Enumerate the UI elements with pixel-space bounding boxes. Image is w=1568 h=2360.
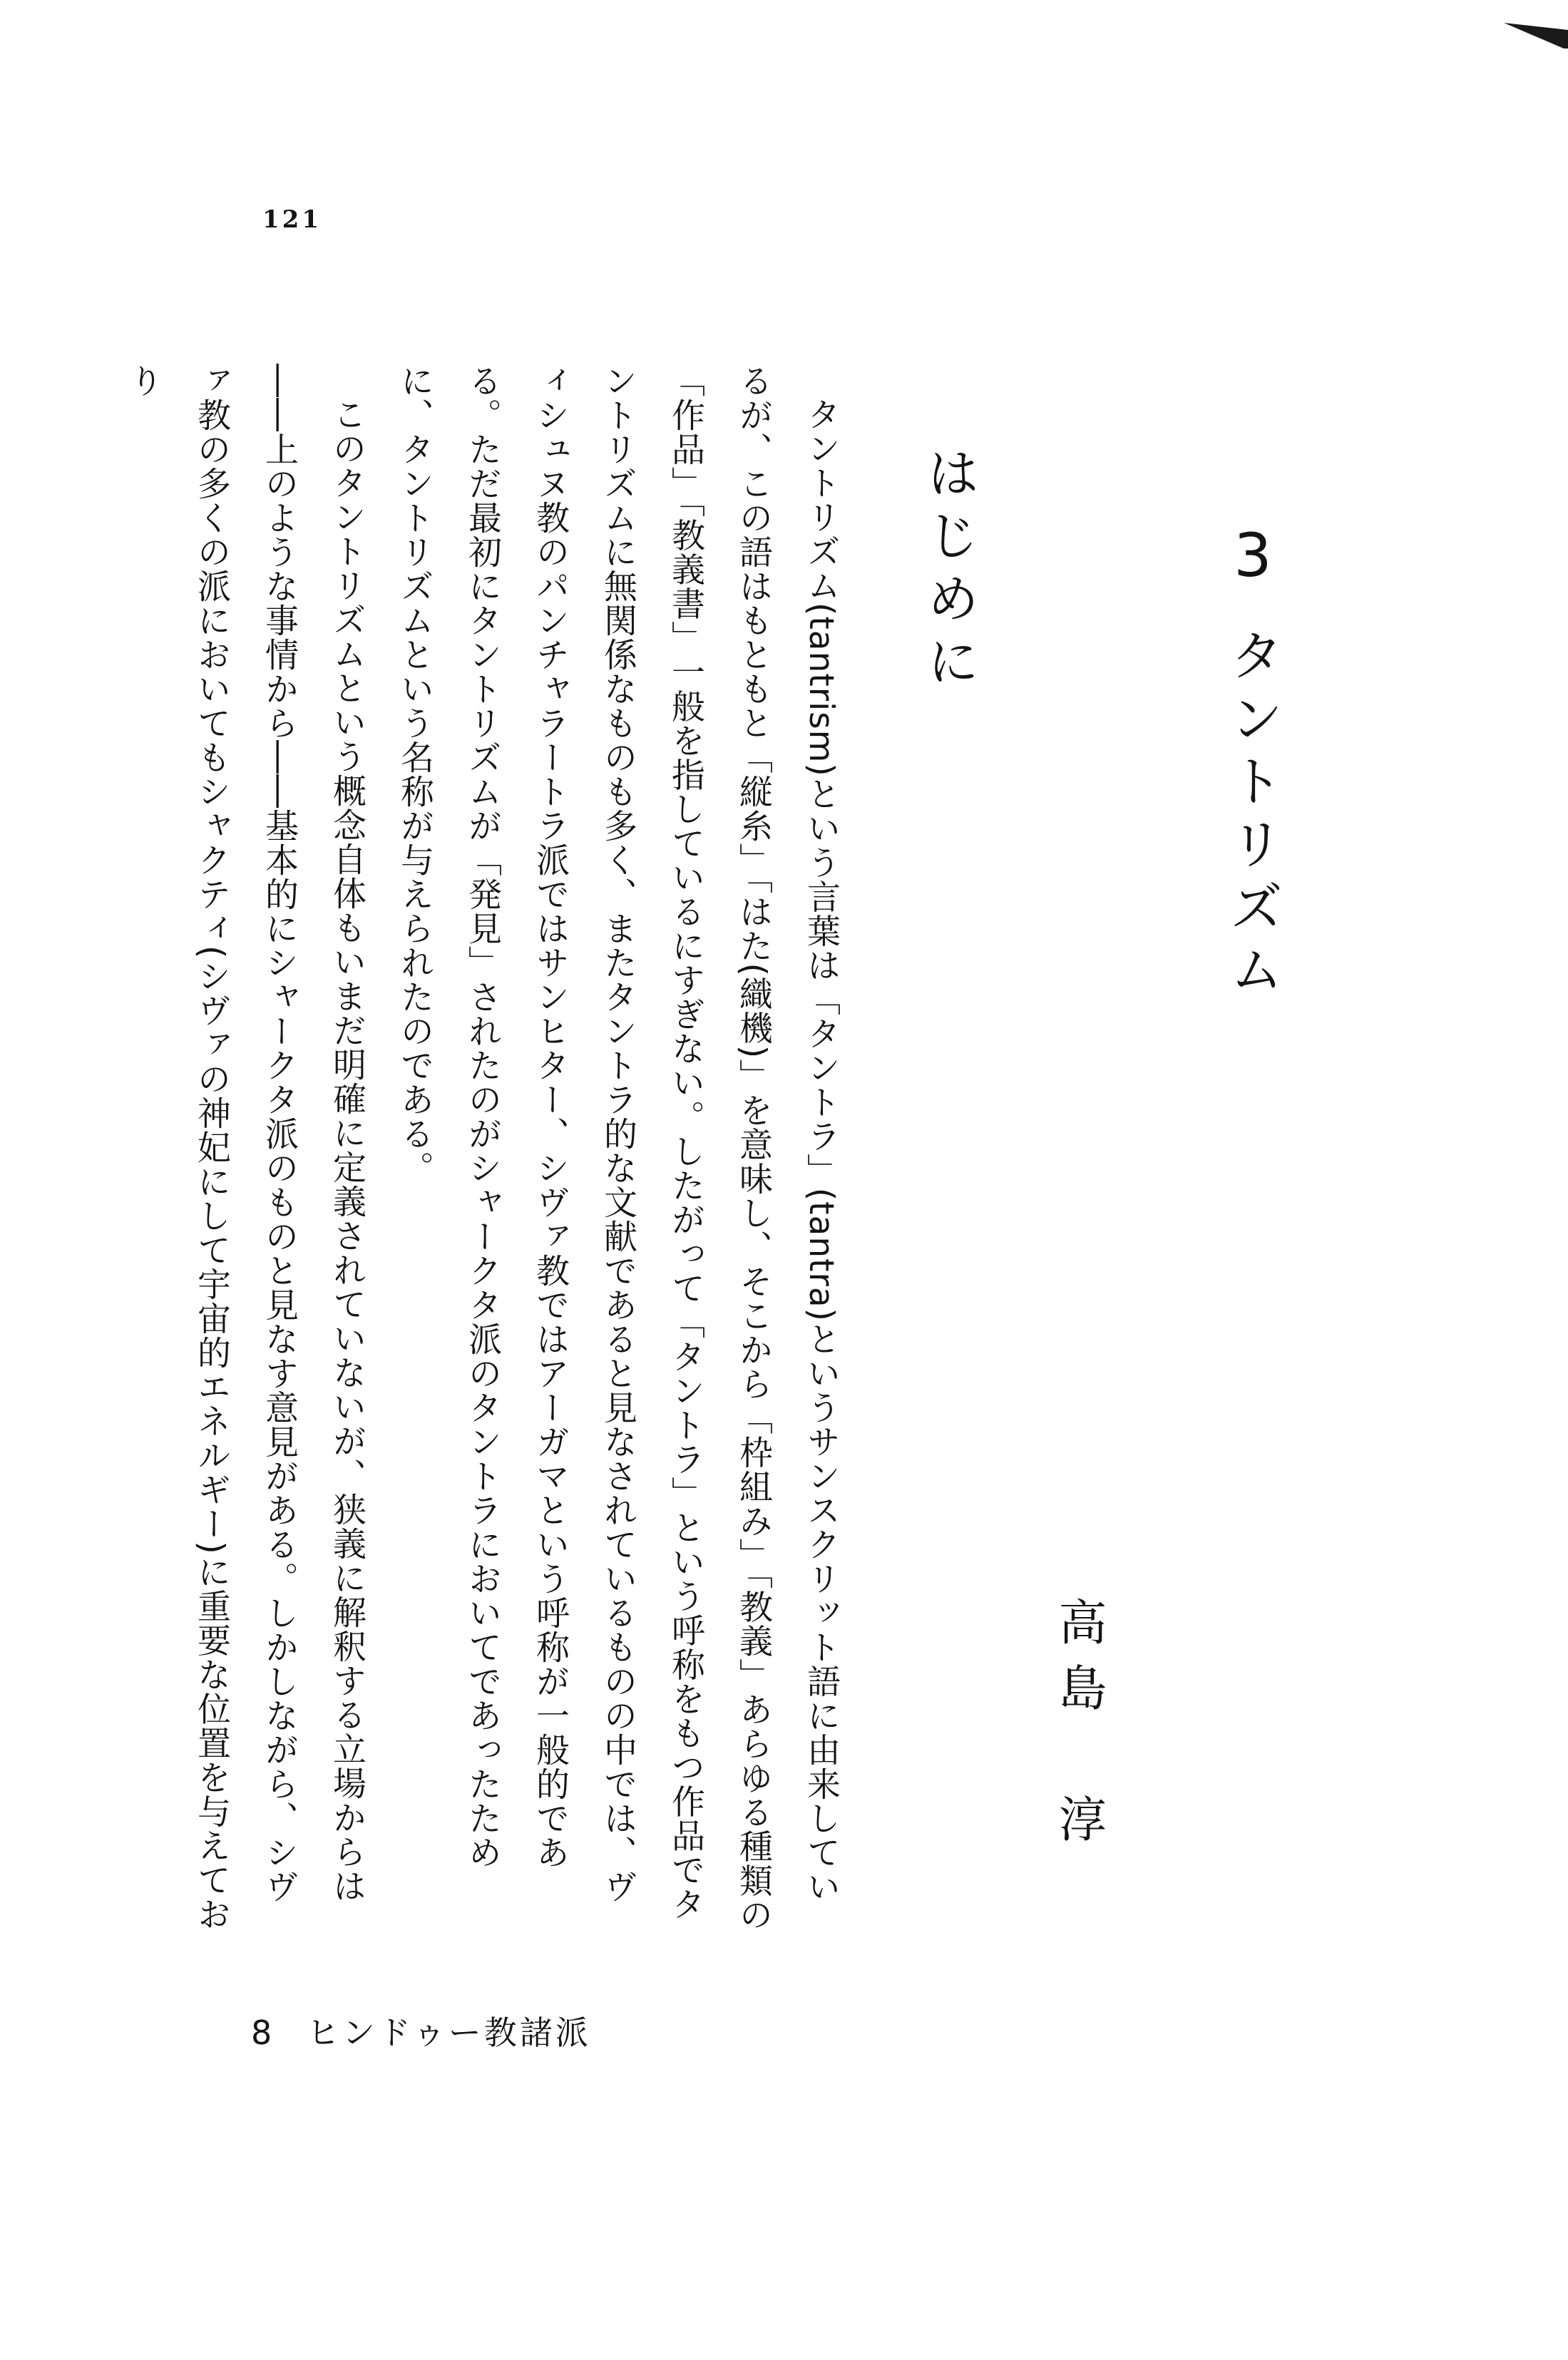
scan-corner-mark — [1504, 20, 1568, 48]
chapter-title: タントリズム — [1221, 627, 1284, 1004]
running-title: ヒンドゥー教諸派 — [306, 2013, 591, 2052]
paragraph-1: タントリズム(tantrism)という言葉は「タントラ」(tantra)というサンスクリット語に由来しているが、この語はもともと「縦糸」「はた(織機)」を意味し、そこから「枠組み」「教義」あらゆる種類の「作品」「教義書」一般を指しているにすぎない。したがって「タントラ」という呼称をもつ作品でタントリズムに無関係なものも多く、またタントラ的な文献であると見なされているものの中では、ヴィシュヌ教のパンチャラートラ派ではサンヒター、シヴァ教ではアーガマという呼称が一般的である。ただ最初にタントリズムが「発見」されたのがシャークタ派のタントラにおいてであったために、タントリズムという名称が与えられたのである。 — [395, 364, 841, 1932]
section-heading: はじめに — [918, 446, 980, 697]
page-number: 121 — [262, 205, 322, 234]
footer-folio: 8 — [251, 2013, 272, 2052]
body-text — [110, 364, 855, 1932]
paragraph-2: このタントリズムという概念自体もいまだ明確に定義されていないが、狭義に解釈する立場からは――上のような事情から――基本的にシャークタ派のものと見なす意見がある。しかしながら、シヴァ教の多くの派においてもシャクティ(シヴァの神妃にして宇宙的エネルギー)に重要な位置を与えており — [124, 364, 367, 1931]
author-name: 高島 淳 — [1050, 1597, 1107, 1859]
page-footer — [251, 2007, 591, 2054]
chapter-number: 3 — [1218, 520, 1288, 590]
